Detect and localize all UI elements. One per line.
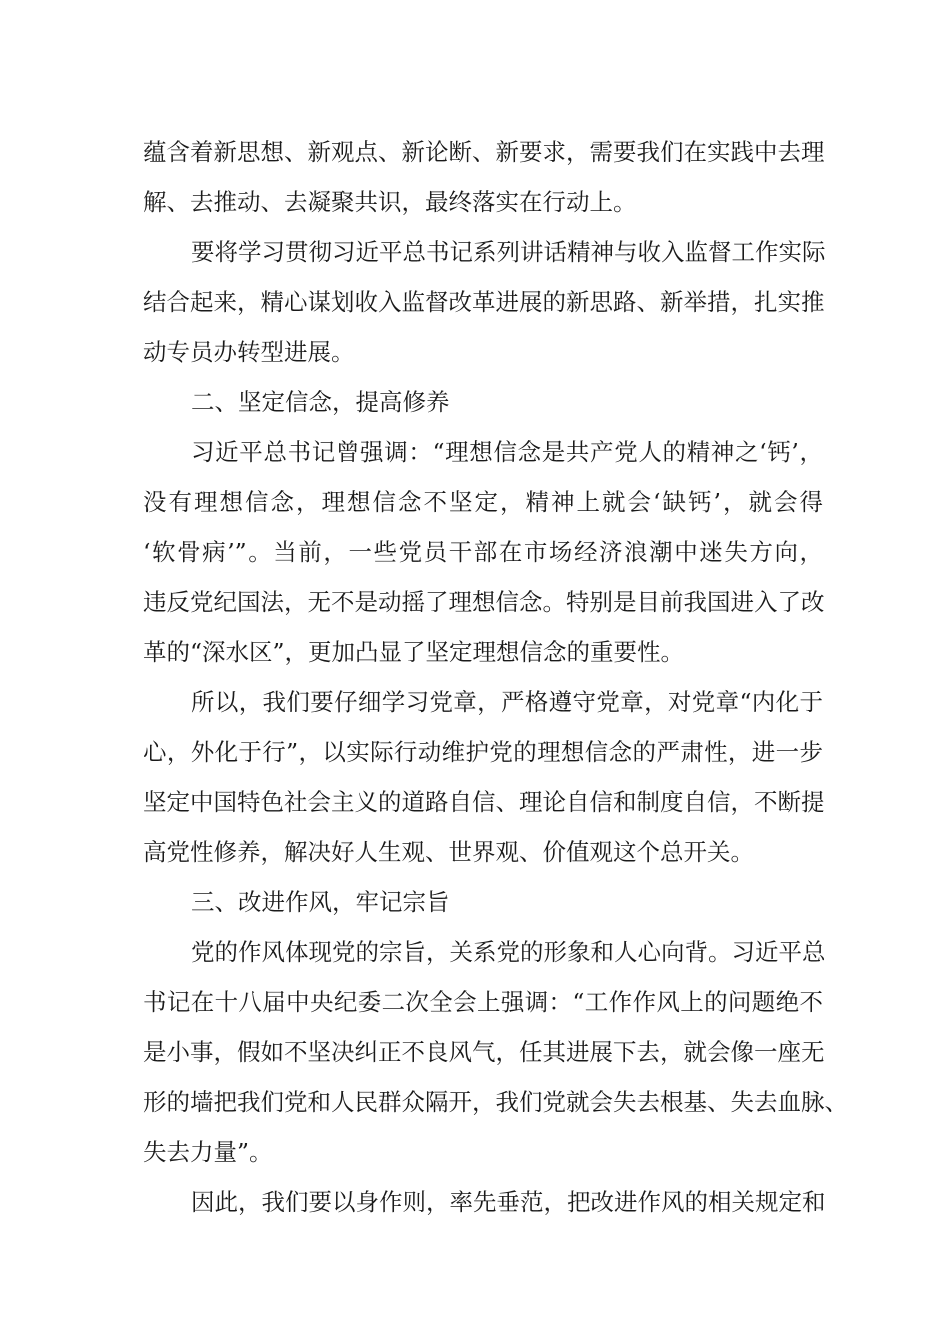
text-line: 结合起来，精心谋划收入监督改革进展的新思路、新举措，扎实推 <box>143 288 825 316</box>
text-line: 书记在十八届中央纪委二次全会上强调：“工作作风上的问题绝不 <box>143 988 823 1016</box>
text-line: 违反党纪国法，无不是动摇了理想信念。特别是目前我国进入了改 <box>143 588 825 616</box>
text-line: 动专员办转型进展。 <box>143 338 355 366</box>
text-line: 是小事，假如不坚决纠正不良风气，任其进展下去，就会像一座无 <box>143 1038 825 1066</box>
text-line: 坚定中国特色社会主义的道路自信、理论自信和制度自信，不断提 <box>143 788 825 816</box>
section-heading-2: 二、坚定信念，提高修养 <box>191 388 450 416</box>
text-line: 解、去推动、去凝聚共识，最终落实在行动上。 <box>143 188 637 216</box>
paragraph-first-line: 所以，我们要仔细学习党章，严格遵守党章，对党章“内化于 <box>191 688 823 716</box>
text-line: ‘软骨病’”。当前，一些党员干部在市场经济浪潮中迷失方向， <box>143 538 823 566</box>
text-line: 失去力量”。 <box>143 1138 273 1166</box>
section-heading-3: 三、改进作风，牢记宗旨 <box>191 888 450 916</box>
text-line: 形的墙把我们党和人民群众隔开，我们党就会失去根基、失去血脉、 <box>143 1088 848 1116</box>
text-line: 没有理想信念，理想信念不坚定，精神上就会‘缺钙’，就会得 <box>143 488 823 516</box>
paragraph-first-line: 要将学习贯彻习近平总书记系列讲话精神与收入监督工作实际 <box>191 238 826 266</box>
paragraph-first-line: 习近平总书记曾强调：“理想信念是共产党人的精神之‘钙’， <box>191 438 823 466</box>
text-line: 高党性修养，解决好人生观、世界观、价值观这个总开关。 <box>143 838 754 866</box>
text-line: 蕴含着新思想、新观点、新论断、新要求，需要我们在实践中去理 <box>143 138 825 166</box>
paragraph-first-line: 党的作风体现党的宗旨，关系党的形象和人心向背。习近平总 <box>191 938 826 966</box>
text-line: 心，外化于行”，以实际行动维护党的理想信念的严肃性，进一步 <box>143 738 823 766</box>
text-line: 革的“深水区”，更加凸显了坚定理想信念的重要性。 <box>143 638 685 666</box>
paragraph-first-line: 因此，我们要以身作则，率先垂范，把改进作风的相关规定和 <box>191 1188 826 1216</box>
